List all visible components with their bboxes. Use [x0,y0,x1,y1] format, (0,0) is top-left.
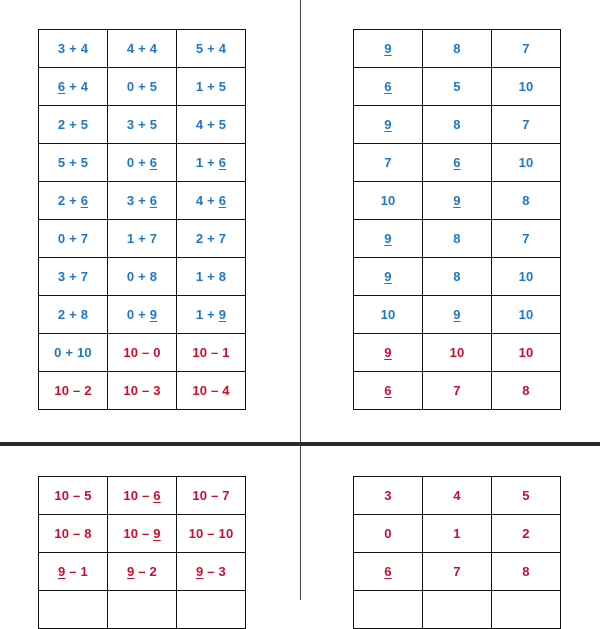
table-row [39,106,246,144]
flashcard-cell: 10 – 5 [39,477,108,515]
flashcard-cell: 5 + 5 [39,144,108,182]
flashcard-cell [423,591,492,629]
flashcard-cell: 7 [354,144,423,182]
table-row [354,30,561,68]
flashcard-cell [423,144,492,182]
flashcard-cell [177,591,246,629]
table-row [354,591,561,629]
flashcard-cell [423,296,492,334]
flashcard-cell: 5 [423,68,492,106]
table-row [39,296,246,334]
flashcard-cell: 10 – 4 [177,372,246,410]
table-row [354,553,561,591]
underlined-digit: 6 [384,79,392,94]
flashcard-cell: 7 [423,372,492,410]
table-row [354,334,561,372]
underlined-digit: 9 [453,193,461,208]
underlined-digit: 6 [453,155,461,170]
flashcard-cell: 0 [354,515,423,553]
flashcard-cell: 4 [423,477,492,515]
flashcard-cell: 10 – 9 [108,515,177,553]
underlined-digit: 6 [218,193,227,208]
flashcard-cell: 2 + 5 [39,106,108,144]
underlined-digit: 9 [58,564,66,579]
table-row [354,220,561,258]
flashcard-cell [354,334,423,372]
flashcard-cell: 1 + 6 [177,144,246,182]
table-row [39,30,246,68]
table-row [39,182,246,220]
vertical-cut-line [300,0,301,600]
flashcard-cell: 3 [354,477,423,515]
underlined-digit: 9 [384,345,392,360]
flashcard-cell: 9 – 2 [108,553,177,591]
table-row [354,68,561,106]
table-row [39,144,246,182]
card-problems-bottom [38,476,246,629]
card-answers-bottom [353,476,561,629]
flashcard-cell: 7 [492,106,561,144]
flashcard-cell: 1 + 5 [177,68,246,106]
flashcard-cell [354,553,423,591]
flashcard-cell: 2 + 8 [39,296,108,334]
underlined-digit: 6 [218,155,227,170]
flashcard-cell: 10 – 3 [108,372,177,410]
flashcard-cell: 1 [423,515,492,553]
underlined-digit: 6 [384,383,392,398]
flashcard-cell: 8 [492,553,561,591]
flashcard-cell: 0 + 10 [39,334,108,372]
flashcard-cell: 5 + 4 [177,30,246,68]
flashcard-cell [354,30,423,68]
flashcard-cell: 0 + 8 [108,258,177,296]
flashcard-cell: 4 + 5 [177,106,246,144]
flashcard-cell: 8 [492,372,561,410]
table-row [354,106,561,144]
table-row [39,68,246,106]
flashcard-cell [39,591,108,629]
table-row [354,515,561,553]
flashcard-cell: 8 [492,182,561,220]
flashcard-cell: 0 + 6 [108,144,177,182]
flashcard-cell [354,591,423,629]
flashcard-cell: 9 – 1 [39,553,108,591]
table-row [39,372,246,410]
flashcard-cell: 3 + 7 [39,258,108,296]
flashcard-cell: 6 + 4 [39,68,108,106]
table-row [39,477,246,515]
underlined-digit: 9 [153,526,161,541]
flashcard-cell: 10 [492,68,561,106]
flashcard-cell: 1 + 9 [177,296,246,334]
flashcard-cell: 8 [423,220,492,258]
flashcard-cell: 7 [423,553,492,591]
underlined-digit: 9 [149,307,158,322]
table-row [39,591,246,629]
underlined-digit: 6 [384,564,392,579]
flashcard-cell: 10 – 10 [177,515,246,553]
flashcard-cell [354,68,423,106]
flashcard-cell: 10 [354,296,423,334]
flashcard-cell: 4 + 4 [108,30,177,68]
table-row [354,477,561,515]
underlined-digit: 6 [80,193,89,208]
flashcard-cell: 1 + 7 [108,220,177,258]
flashcard-cell: 0 + 5 [108,68,177,106]
underlined-digit: 9 [384,41,392,56]
table-row [39,258,246,296]
flashcard-cell: 10 – 8 [39,515,108,553]
underlined-digit: 6 [57,79,66,94]
flashcard-cell: 10 – 6 [108,477,177,515]
flashcard-cell: 10 [423,334,492,372]
card-problems-top [38,29,246,410]
flashcard-cell: 10 – 0 [108,334,177,372]
flashcard-cell [354,220,423,258]
flashcard-cell: 4 + 6 [177,182,246,220]
card-answers-top [353,29,561,410]
underlined-digit: 9 [453,307,461,322]
flashcard-cell: 10 – 7 [177,477,246,515]
flashcard-cell [108,591,177,629]
table-row [39,334,246,372]
flashcard-cell: 7 [492,220,561,258]
flashcard-cell: 10 [492,144,561,182]
flashcard-cell: 0 + 7 [39,220,108,258]
flashcard-cell: 10 – 2 [39,372,108,410]
flashcard-cell: 10 [492,258,561,296]
table-row [354,258,561,296]
flashcard-cell: 2 [492,515,561,553]
flashcard-cell: 10 [492,334,561,372]
flashcard-cell: 10 [354,182,423,220]
underlined-digit: 9 [218,307,227,322]
underlined-digit: 6 [149,193,158,208]
flashcard-cell: 8 [423,106,492,144]
flashcard-cell: 0 + 9 [108,296,177,334]
flashcard-cell: 8 [423,258,492,296]
flashcard-cell [354,106,423,144]
table-row [354,296,561,334]
flashcard-cell: 7 [492,30,561,68]
flashcard-cell: 2 + 6 [39,182,108,220]
table-row [39,553,246,591]
underlined-digit: 9 [196,564,204,579]
underlined-digit: 9 [384,269,392,284]
flashcard-cell: 3 + 5 [108,106,177,144]
underlined-digit: 9 [384,117,392,132]
underlined-digit: 9 [127,564,135,579]
flashcard-cell: 10 – 1 [177,334,246,372]
flashcard-cell: 10 [492,296,561,334]
underlined-digit: 6 [153,488,161,503]
flashcard-cell: 5 [492,477,561,515]
table-row [39,220,246,258]
flashcard-cell: 1 + 8 [177,258,246,296]
flashcard-cell [354,258,423,296]
underlined-digit: 9 [384,231,392,246]
flashcard-cell: 8 [423,30,492,68]
table-row [354,372,561,410]
flashcard-cell [492,591,561,629]
table-row [354,144,561,182]
underlined-digit: 6 [149,155,158,170]
flashcard-cell [354,372,423,410]
horizontal-cut-line [0,442,600,446]
flashcard-cell: 9 – 3 [177,553,246,591]
flashcard-cell: 3 + 4 [39,30,108,68]
table-row [354,182,561,220]
table-row [39,515,246,553]
flashcard-cell [423,182,492,220]
flashcard-cell: 2 + 7 [177,220,246,258]
flashcard-cell: 3 + 6 [108,182,177,220]
